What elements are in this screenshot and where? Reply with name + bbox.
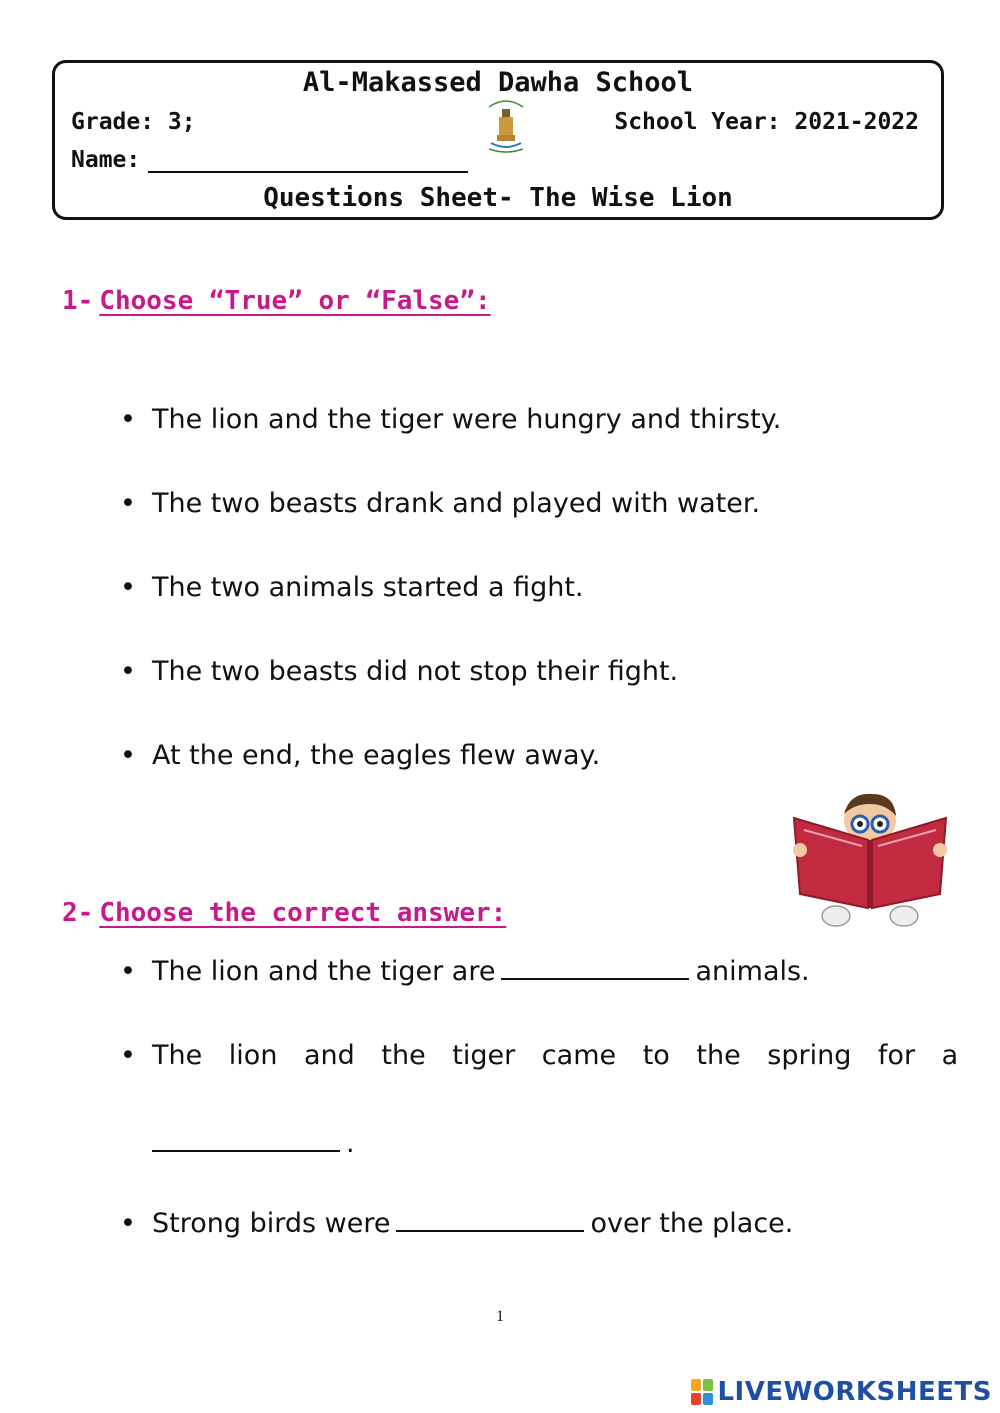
statement-text: The lion and the tiger were hungry and thirsty. [152,404,782,435]
answer-blank[interactable] [501,958,689,980]
list-item-continuation [152,1128,355,1159]
bullet-icon: • [120,1208,136,1239]
brand-name: LIVEWORKSHEETS [717,1377,992,1407]
school-name: Al-Makassed Dawha School [302,67,694,98]
list-item [120,740,600,771]
grade-label: Grade: 3; [71,109,196,135]
section2-heading [62,898,506,928]
statement-text: The two animals started a fight. [152,572,584,603]
bullet-icon: • [120,656,136,687]
bullet-icon: • [120,1040,136,1071]
bullet-icon: • [120,740,136,771]
name-blank[interactable] [148,149,468,173]
section2-title: Choose the correct answer: [99,898,507,928]
list-item [120,404,781,435]
statement-text: The two beasts drank and played with water. [152,488,761,519]
bullet-icon: • [120,956,136,987]
list-item [120,1208,793,1239]
list-item [120,572,584,603]
bullet-icon: • [120,488,136,519]
question-text-after: over the place. [590,1208,794,1239]
answer-blank[interactable] [152,1130,340,1152]
liveworksheets-icon [691,1379,713,1405]
bullet-icon: • [120,572,136,603]
name-row [71,147,468,173]
name-label: Name: [71,147,141,173]
question-text-before: Strong birds were [152,1208,391,1239]
question-text-before: The lion and the tiger came to the spring for a [152,1040,959,1071]
list-item [120,656,678,687]
school-year-label: School Year: 2021-2022 [614,109,919,135]
question-text-before: The lion and the tiger are [152,956,496,987]
boy-reading-book-icon [790,790,950,930]
school-emblem-icon [483,95,529,155]
answer-blank[interactable] [396,1210,584,1232]
section1-heading [62,286,491,316]
section2-number: 2- [62,898,94,928]
list-item [120,956,810,987]
statement-text: At the end, the eagles flew away. [152,740,601,771]
sheet-title: Questions Sheet- The Wise Lion [263,183,733,213]
list-item [120,488,760,519]
header-box [52,60,944,220]
bullet-icon: • [120,404,136,435]
section1-number: 1- [62,286,94,316]
statement-text: The two beasts did not stop their fight. [152,656,679,687]
list-item [120,1040,958,1071]
liveworksheets-logo [691,1376,992,1408]
section1-title: Choose “True” or “False”: [99,286,491,316]
question-text-after: . [346,1128,355,1159]
page-number: 1 [496,1308,504,1325]
question-text-after: animals. [695,956,810,987]
